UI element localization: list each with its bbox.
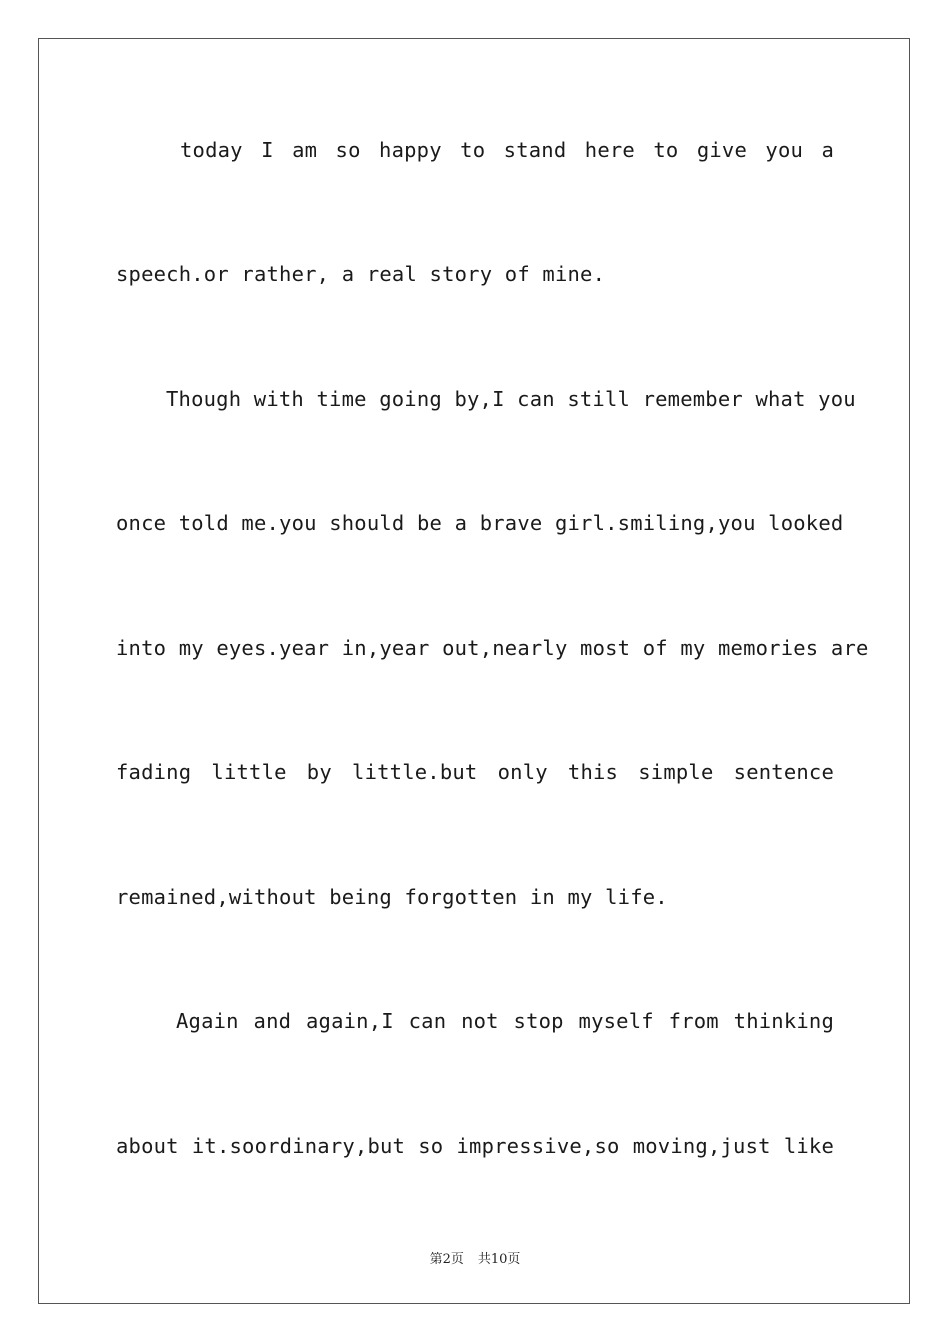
text-line-1: today I am so happy to stand here to give you a [180, 138, 834, 162]
page-number-current: 第2页 [429, 1252, 464, 1267]
text-line-3: Though with time going by,I can still remember what you [166, 387, 856, 411]
text-line-5: into my eyes.year in,year out,nearly most of my memories are [116, 636, 869, 660]
text-line-9: about it.soordinary,but so impressive,so moving,just like [116, 1134, 834, 1158]
text-line-6: fading little by little.but only this simple sentence [116, 760, 834, 784]
page-footer [0, 1248, 950, 1267]
page-border [38, 38, 910, 1304]
text-line-7: remained,without being forgotten in my life. [116, 885, 668, 909]
text-line-8: Again and again,I can not stop myself from thinking [176, 1009, 834, 1033]
text-line-4: once told me.you should be a brave girl.smiling,you looked [116, 511, 844, 535]
page-number-total: 共10页 [477, 1252, 521, 1267]
text-line-2: speech.or rather, a real story of mine. [116, 262, 606, 286]
